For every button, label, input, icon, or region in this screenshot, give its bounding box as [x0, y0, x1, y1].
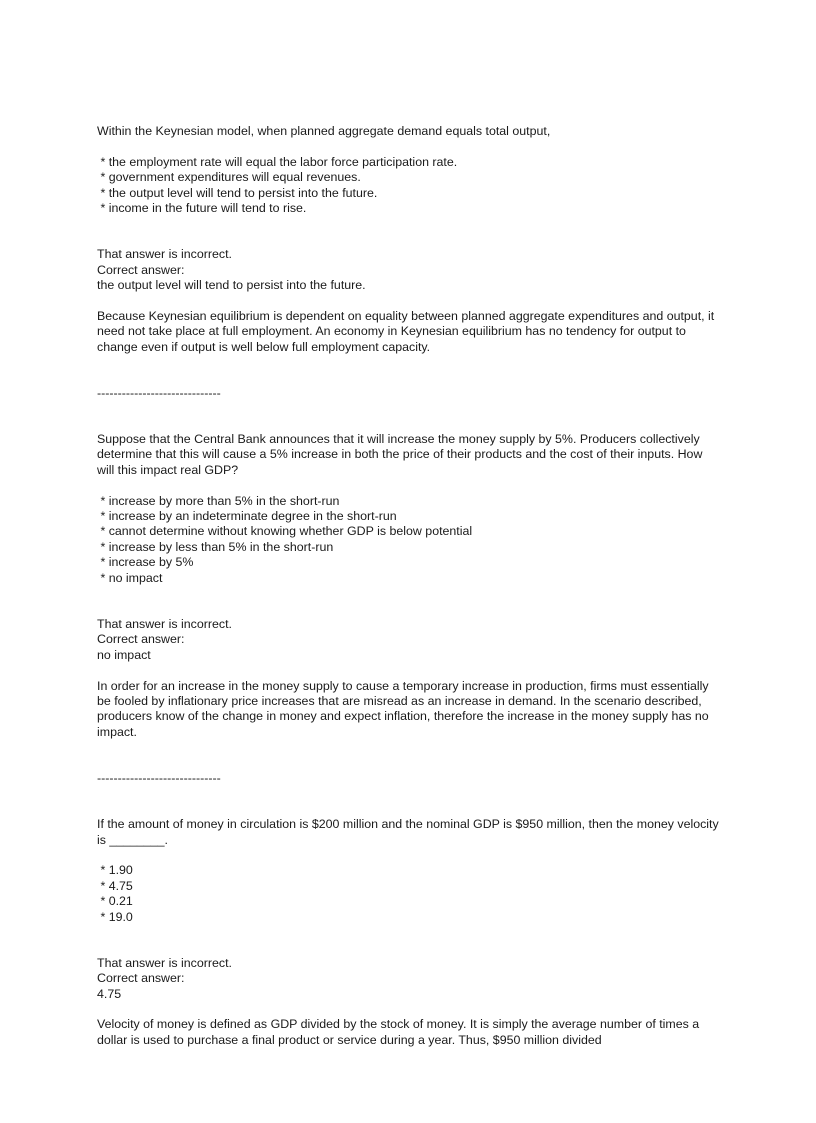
option-item: * increase by more than 5% in the short-run	[97, 493, 340, 508]
options-list	[97, 863, 737, 925]
correct-answer-label: Correct answer:	[97, 632, 185, 647]
question-block-1	[97, 124, 737, 355]
correct-answer-label: Correct answer:	[97, 971, 185, 986]
question-text: Within the Keynesian model, when planned aggregate demand equals total output,	[97, 124, 551, 138]
explanation-text: Velocity of money is defined as GDP divided by the stock of money. It is simply the average number of times a dollar is used to purchase a final product or service during a year. Thus, $950 million divided	[97, 1017, 700, 1047]
option-item: * increase by less than 5% in the short-run	[97, 539, 334, 554]
option-item: * increase by 5%	[97, 555, 194, 570]
correct-answer-label: Correct answer:	[97, 262, 185, 277]
question-text: If the amount of money in circulation is $200 million and the nominal GDP is $950 million, then the money velocity is ________.	[97, 817, 719, 847]
option-item: * cannot determine without knowing whether GDP is below potential	[97, 524, 473, 539]
document-page	[97, 124, 737, 1048]
option-item: * 19.0	[97, 909, 133, 924]
option-item: * 1.90	[97, 863, 133, 878]
explanation-text: In order for an increase in the money supply to cause a temporary increase in production, firms must essentially be fooled by inflationary price increases that are misread as an increase in demand. In the scenario described, producers know of the change in money and expect inflation, therefore the increase in the money supply has no impact.	[97, 678, 709, 739]
section-divider: ------------------------------	[97, 385, 221, 400]
option-item: * no impact	[97, 570, 163, 585]
question-block-3	[97, 817, 737, 1048]
section-divider: ------------------------------	[97, 770, 221, 785]
correct-answer: no impact	[97, 647, 151, 662]
options-list	[97, 155, 737, 217]
option-item: * the output level will tend to persist into the future.	[97, 185, 378, 200]
correct-answer: the output level will tend to persist into the future.	[97, 278, 366, 293]
feedback-text: That answer is incorrect.	[97, 616, 232, 631]
options-list	[97, 494, 737, 586]
option-item: * the employment rate will equal the labor force participation rate.	[97, 154, 458, 169]
option-item: * 4.75	[97, 878, 133, 893]
option-item: * income in the future will tend to rise.	[97, 201, 307, 216]
feedback-text: That answer is incorrect.	[97, 955, 232, 970]
option-item: * government expenditures will equal revenues.	[97, 170, 361, 185]
explanation-text: Because Keynesian equilibrium is dependent on equality between planned aggregate expenditures and output, it need not take place at full employment. An economy in Keynesian equilibrium has no tendency for output to change even if output is well below full employment capacity.	[97, 308, 715, 354]
question-text: Suppose that the Central Bank announces that it will increase the money supply by 5%. Producers collectively determine that this will cause a 5% increase in both the price of their products and the cost of their inputs. How will this impact real GDP?	[97, 432, 703, 477]
question-block-2	[97, 432, 737, 740]
feedback-text: That answer is incorrect.	[97, 247, 232, 262]
correct-answer: 4.75	[97, 986, 122, 1001]
option-item: * 0.21	[97, 894, 133, 909]
option-item: * increase by an indeterminate degree in the short-run	[97, 509, 397, 524]
